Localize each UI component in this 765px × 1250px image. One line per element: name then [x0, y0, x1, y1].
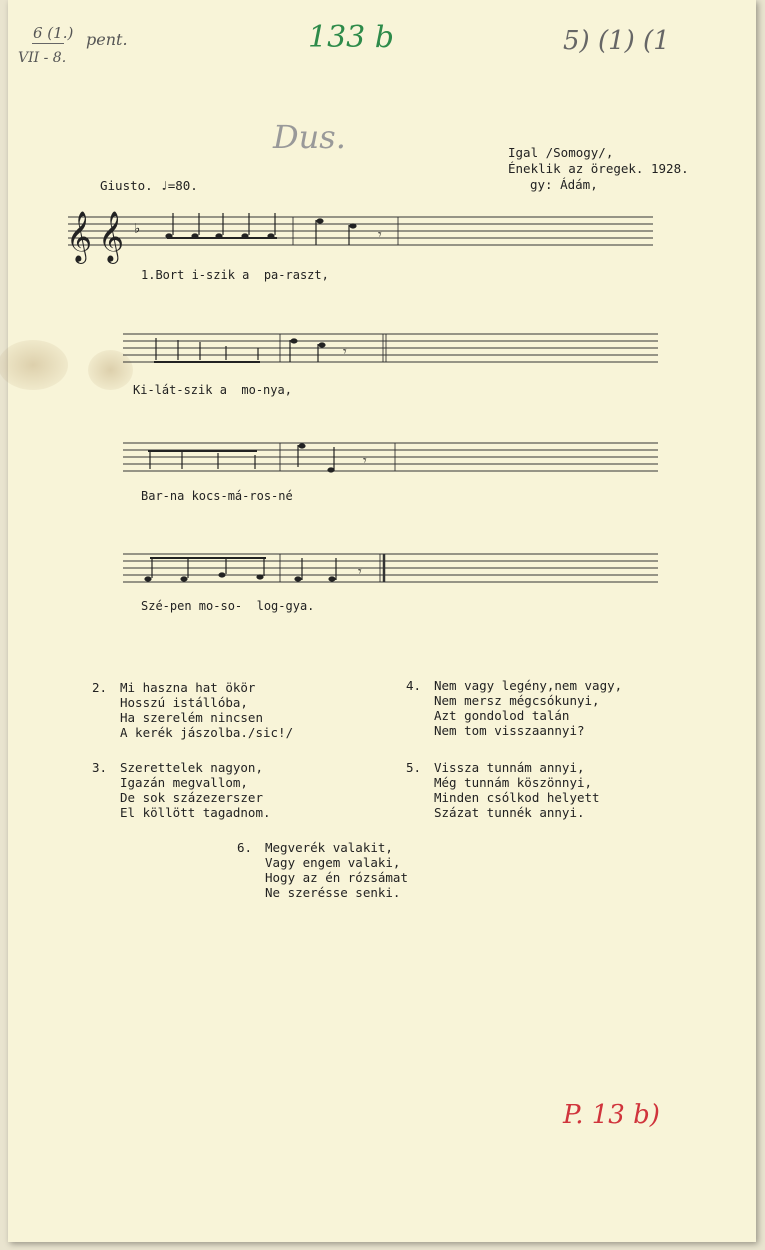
staff-line-4 — [118, 548, 663, 598]
catalog-number: 133 b — [308, 20, 395, 55]
archive-mark: P. 13 b) — [563, 1100, 660, 1130]
song-title: Dus. — [273, 118, 346, 156]
verse-4: 4. Nem vagy legény,nem vagy, Nem mersz mégcsókunyi, Azt gondolod talán Nem tom visszaannyi? — [406, 678, 623, 738]
annotation-date: VII - 8. — [18, 50, 67, 66]
annotation-page-ref: 6 (1.) — [33, 24, 74, 42]
verse-5: 5. Vissza tunnám annyi, Még tunnám köszönnyi, Minden csólkod helyett Százat tunnék annyi. — [406, 760, 600, 820]
staff-line-2 — [118, 328, 663, 378]
verse-6: 6. Megverék valakit, Vagy engem valaki, Hogy az én rózsámat Ne szerésse senki. — [237, 840, 408, 900]
svg-text:𝄾: 𝄾 — [358, 564, 362, 580]
svg-text:𝄾: 𝄾 — [378, 227, 382, 243]
lyric-line-3: Bar-na kocs-má-ros-né — [141, 489, 293, 503]
verse-3: 3. Szerettelek nagyon, Igazán megvallom, De sok százezerszer El köllött tagadnom. — [92, 760, 271, 820]
staff-line-1 — [63, 205, 663, 265]
staff-line-3 — [118, 437, 663, 487]
lyric-line-4: Szé-pen mo-so- log-gya. — [141, 599, 315, 613]
annotation-top-right: 5) (1) (1 — [563, 26, 670, 56]
verse-2: 2. Mi haszna hat ökör Hosszú istállóba, Ha szerelém nincsen A kerék jászolba./sic!/ — [92, 680, 294, 740]
manuscript-page — [8, 0, 756, 1242]
tempo-marking: Giusto. ♩=80. — [100, 178, 198, 193]
lyric-line-1: 1.Bort i-szik a pa-raszt, — [141, 268, 329, 282]
svg-text:𝄾: 𝄾 — [363, 453, 367, 469]
place-info: Igal /Somogy/, — [508, 145, 614, 160]
svg-text:♭: ♭ — [133, 221, 142, 237]
collector-info: gy: Ádám, — [530, 177, 598, 192]
svg-text:𝄞: 𝄞 — [66, 211, 93, 262]
svg-text:𝄞: 𝄞 — [98, 211, 125, 262]
performer-info: Éneklik az öregek. 1928. — [508, 161, 689, 176]
paper-stain — [0, 340, 68, 390]
annotation-fraction-line — [32, 43, 64, 44]
lyric-line-2: Ki-lát-szik a mo-nya, — [133, 383, 292, 397]
svg-text:𝄾: 𝄾 — [343, 344, 347, 360]
annotation-pent: pent. — [86, 30, 128, 49]
